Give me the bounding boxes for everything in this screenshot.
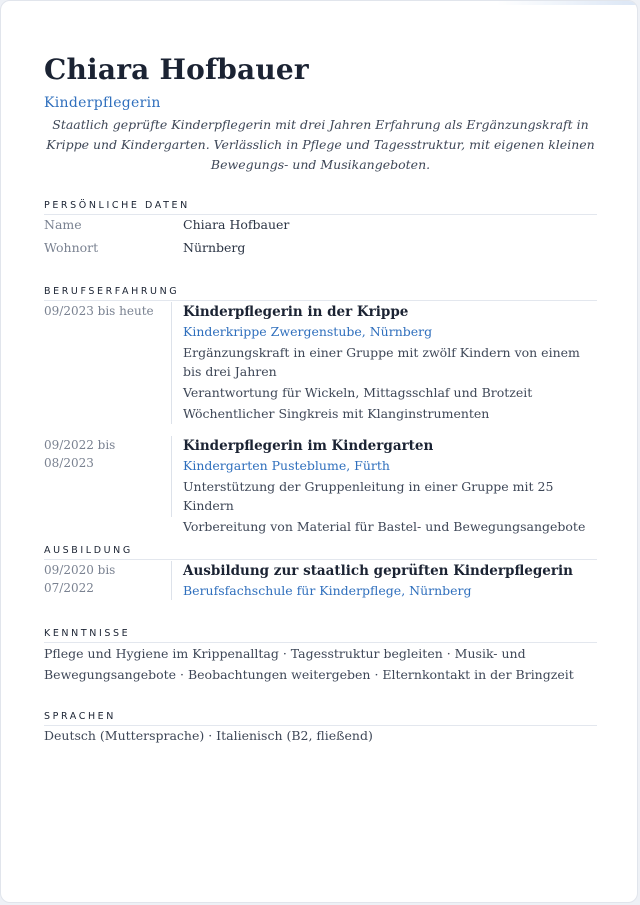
education-institution: Berufsfachschule für Kinderpflege, Nürnberg (183, 583, 472, 598)
experience-entry (183, 437, 597, 536)
experience-organization: Kindergarten Pusteblume, Fürth (183, 458, 390, 473)
experience-date: 09/2022 bis 08/2023 (44, 438, 116, 470)
experience-title: Kinderpflegerin in der Krippe (183, 304, 409, 320)
section-title-experience: BERUFSERFAHRUNG (44, 286, 597, 301)
skills-list: Pflege und Hygiene im Krippenalltag · Tagesstruktur begleiten · Musik- und Bewegungsangebote · Beobachtungen weitergeben · Elternkontakt in der Bringzeit (44, 646, 574, 682)
experience-detail: Wöchentlicher Singkreis mit Klanginstrumenten (183, 406, 490, 421)
section-title-languages: SPRACHEN (44, 711, 597, 726)
personal-value-residence: Nürnberg (183, 240, 246, 255)
experience-title: Kinderpflegerin im Kindergarten (183, 438, 434, 454)
education-date: 09/2020 bis 07/2022 (44, 563, 116, 595)
education-title: Ausbildung zur staatlich geprüften Kinderpflegerin (183, 563, 573, 579)
education-entry (183, 562, 597, 600)
candidate-role: Kinderpflegerin (44, 95, 161, 111)
personal-label-name: Name (44, 217, 82, 232)
experience-detail: Vorbereitung von Material für Bastel- und Bewegungsangebote (183, 519, 586, 534)
experience-date: 09/2023 bis heute (44, 304, 154, 318)
timeline-divider (171, 561, 172, 600)
candidate-name: Chiara Hofbauer (44, 53, 309, 86)
experience-entry (183, 303, 597, 423)
section-title-personal: PERSÖNLICHE DATEN (44, 200, 597, 215)
accent-strip (497, 1, 637, 5)
personal-label-residence: Wohnort (44, 240, 99, 255)
section-title-skills: KENNTNISSE (44, 628, 597, 643)
experience-organization: Kinderkrippe Zwergenstube, Nürnberg (183, 324, 433, 339)
personal-value-name: Chiara Hofbauer (183, 217, 290, 232)
experience-detail: Unterstützung der Gruppenleitung in einer Gruppe mit 25 Kindern (183, 479, 554, 513)
languages-list: Deutsch (Muttersprache) · Italienisch (B2, fließend) (44, 728, 373, 743)
section-title-education: AUSBILDUNG (44, 545, 597, 560)
timeline-divider (171, 302, 172, 424)
timeline-divider (171, 436, 172, 517)
experience-detail: Verantwortung für Wickeln, Mittagsschlaf und Brotzeit (183, 385, 533, 400)
experience-detail: Ergänzungskraft in einer Gruppe mit zwölf Kindern von einem bis drei Jahren (183, 345, 580, 379)
profile-summary: Staatlich geprüfte Kinderpflegerin mit drei Jahren Erfahrung als Ergänzungskraft in Krippe und Kindergarten. Verlässlich in Pflege und Tagesstruktur, mit eigenen kleinen Bewegungs- und Musikangeboten. (46, 117, 595, 172)
